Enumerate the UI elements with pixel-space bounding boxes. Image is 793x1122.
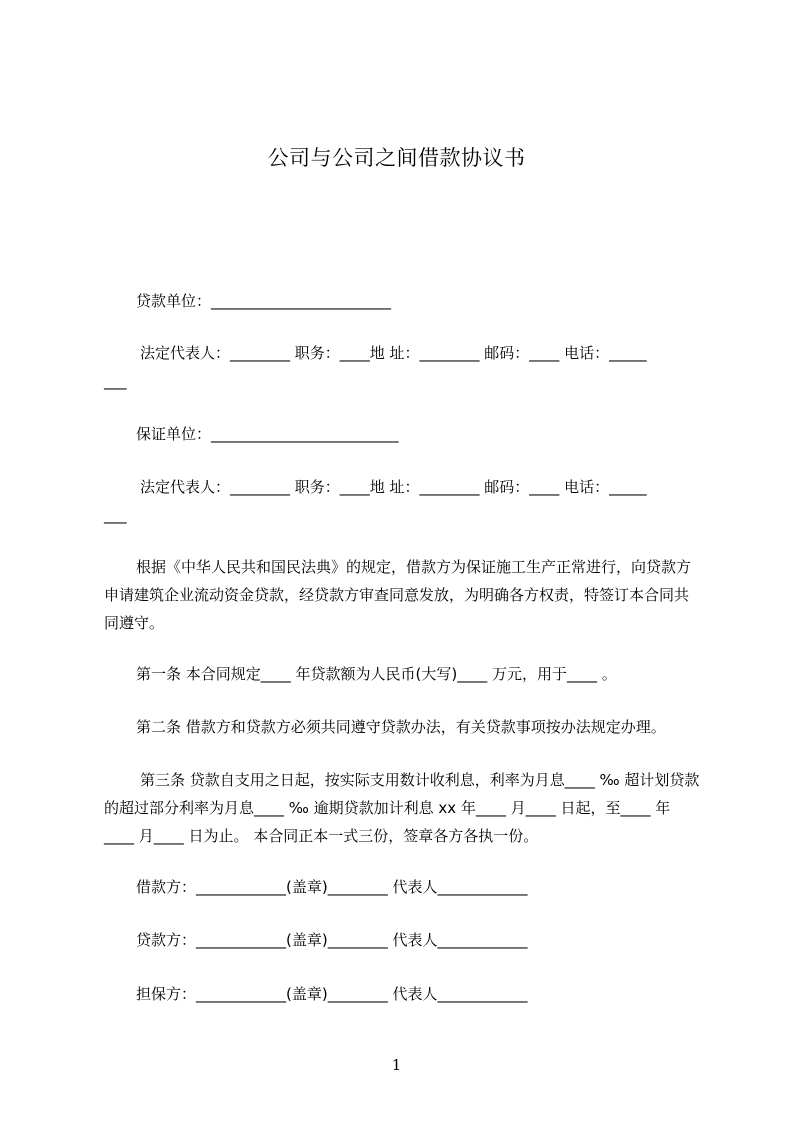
article-2: 第二条 借款方和贷款方必须共同遵守贷款办法，有关贷款事项按办法规定办理。 <box>136 718 666 736</box>
intro-paragraph: 根据《中华人民共和国民法典》的规定，借款方为保证施工生产正常进行，向贷款方申请建筑企业流动资金贷款，经贷款方审查同意发放，为明确各方权责，特签订本合同共同遵守。 <box>104 558 692 632</box>
article-3: 第三条 贷款自支用之日起，按实际支用数计收利息，利率为月息____ ‰ 超计划贷款的超过部分利率为月息____ ‰ 逾期贷款加计利息 xx 年____ 月____ 日起，至____ 年____ 月____ 日为止。 本合同正本一式三份，签章各方各执一份。 <box>104 771 700 845</box>
borrower-signature-line: 借款方：____________(盖章)________ 代表人____________ <box>136 878 528 896</box>
article-1: 第一条 本合同规定____ 年贷款额为人民币(大写)____ 万元，用于____ 。 <box>136 665 617 683</box>
page-number: 1 <box>391 1056 402 1074</box>
guarantor-representative-line: 法定代表人：________ 职务：____地 址：________ 邮码：____ 电话：_____ <box>140 478 647 496</box>
guarantor-signature-line: 担保方：____________(盖章)________ 代表人____________ <box>136 985 528 1003</box>
lender-unit-line: 贷款单位：________________________ <box>136 292 392 310</box>
document-title: 公司与公司之间借款协议书 <box>267 146 526 170</box>
lender-signature-line: 贷款方：____________(盖章)________ 代表人____________ <box>136 931 528 949</box>
lender-representative-line-cont: ___ <box>104 372 127 390</box>
guarantor-representative-line-cont: ___ <box>104 506 127 524</box>
lender-representative-line: 法定代表人：________ 职务：____地 址：________ 邮码：____ 电话：_____ <box>140 344 647 362</box>
guarantor-unit-line: 保证单位：_________________________ <box>136 425 399 443</box>
